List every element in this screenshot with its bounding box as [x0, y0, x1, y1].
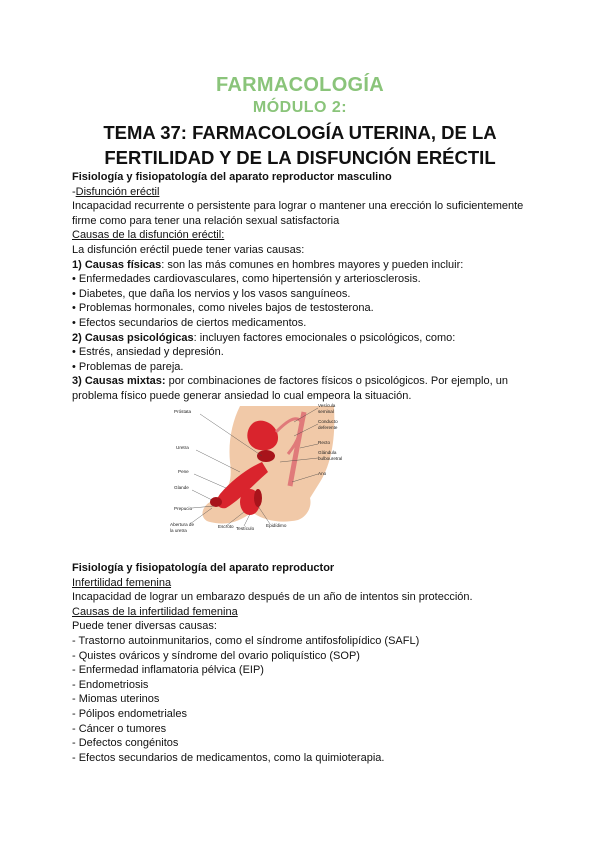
list-item: - Trastorno autoinmunitarios, como el síndrome antifosfolipídico (SAFL) — [72, 634, 420, 647]
list-item: - Miomas uterinos — [72, 693, 160, 706]
section-male — [72, 170, 552, 404]
physical-causes — [72, 258, 552, 273]
label-vesicula-2: seminal — [318, 409, 334, 414]
label-testiculo: Testículo — [236, 526, 255, 531]
definition-line-1: Incapacidad recurrente o persistente para lograr o mantener una erección lo suficientemente — [72, 200, 524, 213]
topic-title-line-2: FERTILIDAD Y DE LA DISFUNCIÓN ERÉCTIL — [104, 147, 496, 168]
causes-heading: Causas de la infertilidad femenina — [72, 605, 238, 618]
label-prepucio: Prepucio — [174, 506, 193, 511]
section-female — [72, 561, 552, 765]
module-title: MÓDULO 2: — [252, 99, 348, 116]
list-item: - Defectos congénitos — [72, 737, 179, 750]
causes-heading: Causas de la disfunción eréctil: — [72, 229, 225, 242]
psych-causes — [72, 331, 552, 346]
list-item: - Pólipos endometriales — [72, 707, 187, 720]
list-item: • Problemas hormonales, como niveles bajos de testosterona. — [72, 302, 374, 315]
topic-title — [0, 120, 600, 170]
label-recto: Recto — [318, 440, 331, 445]
list-item: • Enfermedades cardiovasculares, como hipertensión y arteriosclerosis. — [72, 273, 421, 286]
label-glandula-2: bulbouretral — [318, 456, 343, 461]
label-uretra: Uretra — [176, 445, 189, 450]
list-item: - Efectos secundarios de medicamentos, como la quimioterapia. — [72, 751, 385, 764]
male-reproductive-diagram — [170, 402, 360, 542]
list-item: • Diabetes, que daña los nervios y los vasos sanguíneos. — [72, 287, 351, 300]
anatomy-figure — [170, 402, 360, 542]
psych-text: : incluyen factores emocionales o psicológicos, como: — [193, 331, 456, 344]
mixed-text-2: problema físico puede generar ansiedad lo cual empeora la situación. — [72, 389, 412, 402]
causes-intro: Puede tener diversas causas: — [72, 620, 217, 633]
subheading-line — [72, 185, 552, 200]
causes-intro: La disfunción eréctil puede tener varias causas: — [72, 243, 305, 256]
glans-shape — [210, 497, 222, 507]
label-epididimo: Epidídimo — [266, 523, 287, 528]
section-heading: Fisiología y fisiopatología del aparato reproductor — [72, 562, 335, 574]
subheading: Disfunción eréctil — [75, 185, 160, 198]
psych-label: 2) Causas psicológicas — [72, 331, 194, 344]
physical-text: : son las más comunes en hombres mayores y pueden incluir: — [161, 258, 464, 271]
label-escroto: Escroto — [218, 524, 234, 529]
list-item: - Endometriosis — [72, 678, 149, 691]
definition-line: Incapacidad de lograr un embarazo después de un año de intentos sin protección. — [72, 591, 473, 604]
label-abertura-2: la uretra — [170, 528, 187, 533]
section-heading: Fisiología y fisiopatología del aparato reproductor masculino — [72, 171, 392, 183]
list-item: • Estrés, ansiedad y depresión. — [72, 346, 224, 359]
prostate-shape — [257, 450, 275, 462]
list-item: • Efectos secundarios de ciertos medicamentos. — [72, 316, 307, 329]
subject-title: FARMACOLOGÍA — [215, 74, 385, 96]
mixed-text-1: por combinaciones de factores físicos o psicológicos. Por ejemplo, un — [165, 375, 508, 388]
subheading-prefix: - — [72, 185, 76, 198]
list-item: - Quistes ováricos y síndrome del ovario poliquístico (SOP) — [72, 649, 360, 662]
label-conducto-1: Conducto — [318, 419, 338, 424]
list-item: - Cáncer o tumores — [72, 722, 167, 735]
label-prostata: Próstata — [174, 409, 192, 414]
physical-label: 1) Causas físicas — [72, 258, 162, 271]
label-vesicula-1: Vesícula — [318, 403, 336, 408]
topic-title-line-1: TEMA 37: FARMACOLOGÍA UTERINA, DE LA — [103, 122, 497, 143]
mixed-label: 3) Causas mixtas: — [72, 375, 166, 388]
list-item: • Problemas de pareja. — [72, 360, 184, 373]
label-glande: Glande — [174, 485, 189, 490]
mixed-causes — [72, 374, 552, 389]
label-pene: Pene — [178, 469, 189, 474]
definition-line-2: firme como para tener una relación sexual satisfactoria — [72, 214, 340, 227]
label-abertura-1: Abertura de — [170, 522, 195, 527]
subheading: Infertilidad femenina — [72, 576, 172, 589]
label-glandula-1: Glándula — [318, 450, 337, 455]
list-item: - Enfermedad inflamatoria pélvica (EIP) — [72, 664, 264, 677]
label-ano: Ano — [318, 471, 327, 476]
label-conducto-2: deferente — [318, 425, 338, 430]
epididymis-shape — [254, 489, 262, 507]
